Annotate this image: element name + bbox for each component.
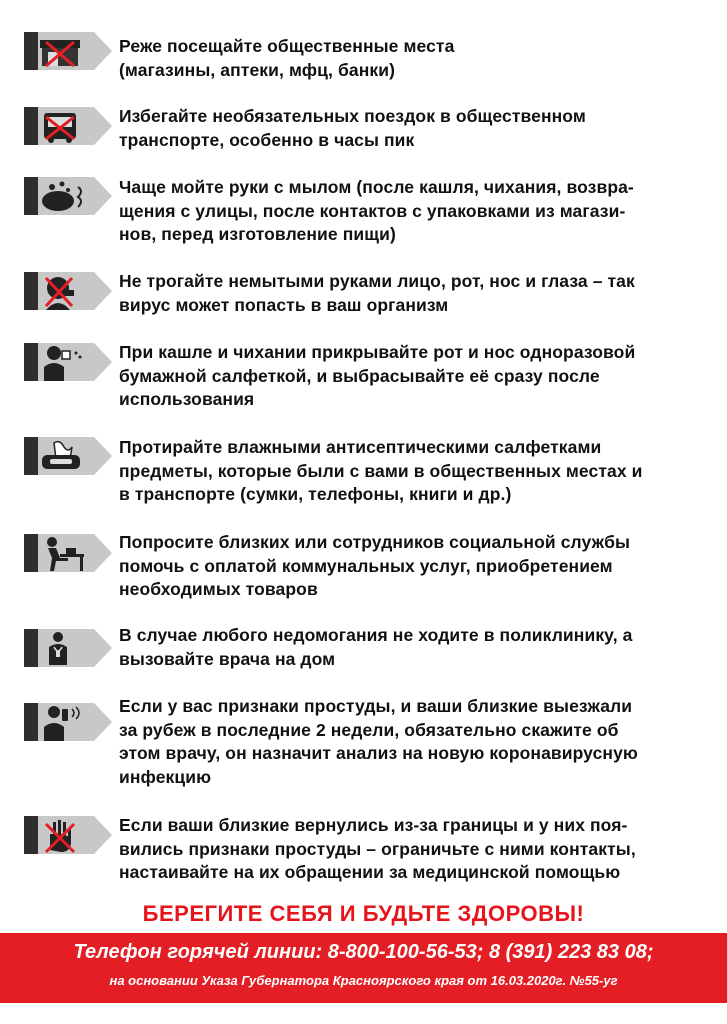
advice-line: транспорте, особенно в часы пик (119, 129, 415, 150)
advice-line: использования (119, 389, 255, 409)
store-crossed-icon (24, 32, 112, 70)
advice-line: В случае любого недомогания не ходите в поликлинику, а (119, 625, 633, 645)
advice-line: настаивайте на их обращении за медицинской помощью (119, 862, 621, 882)
advice-badge (24, 272, 112, 308)
advice-line: Избегайте необязательных поездок в общественном (119, 106, 586, 126)
advice-line: этом врачу, он назначит анализ на новую коронавирусную (119, 743, 638, 763)
person-desk-icon (24, 534, 112, 572)
slogan: БЕРЕГИТЕ СЕБЯ И БУДЬТЕ ЗДОРОВЫ! (142, 901, 585, 926)
advice-line: бумажной салфеткой, и выбрасывайте её сразу после (119, 365, 600, 386)
hotline-phone: Телефон горячей линии: 8-800-100-56-53; 8 (391) 223 83 08; (73, 941, 654, 963)
advice-line: вились признаки простуды – ограничьте с ними контакты, (119, 838, 636, 859)
advice-line: Попросите близких или сотрудников социальной службы (119, 532, 631, 552)
advice-line: Если у вас признаки простуды, и ваши близкие выезжали (119, 696, 633, 716)
advice-line: Не трогайте немытыми руками лицо, рот, нос и глаза – так (119, 271, 635, 291)
sneeze-tissue-icon (24, 343, 112, 381)
advice-badge (24, 107, 112, 143)
advice-line: Реже посещайте общественные места (119, 36, 455, 56)
advice-line: При кашле и чихании прикрывайте рот и нос одноразовой (119, 342, 636, 362)
advice-line: щения с улицы, после контактов с упаковками из магази- (119, 200, 626, 221)
doctor-icon (24, 629, 112, 667)
stop-hand-crossed-icon (24, 816, 112, 854)
advice-badge (24, 437, 112, 473)
advice-badge (24, 343, 112, 379)
advice-line: вирус может попасть в ваш организм (119, 294, 449, 315)
advice-badge (24, 534, 112, 570)
advice-line: предметы, которые были с вами в общественных местах и (119, 460, 643, 481)
advice-line: помочь с оплатой коммунальных услуг, приобретением (119, 555, 613, 576)
hotline-banner (0, 933, 727, 1003)
advice-line: инфекцию (119, 766, 212, 787)
advice-badge (24, 816, 112, 852)
advice-badge (24, 629, 112, 665)
advice-line: Если ваши близкие вернулись из-за границы и у них поя- (119, 815, 628, 835)
advice-line: Протирайте влажными антисептическими салфетками (119, 437, 602, 457)
advice-line: вызовайте врача на дом (119, 648, 336, 669)
advice-line: (магазины, аптеки, мфц, банки) (119, 59, 396, 80)
hand-washing-icon (24, 177, 112, 215)
decree-reference: на основании Указа Губернатора Красноярского края от 16.03.2020г. №55-уг (109, 973, 618, 988)
advice-badge (24, 177, 112, 213)
advice-badge (24, 703, 112, 739)
person-phone-icon (24, 703, 112, 741)
wipes-pack-icon (24, 437, 112, 475)
bus-crossed-icon (24, 107, 112, 145)
advice-line: за рубеж в последние 2 недели, обязательно скажите об (119, 719, 619, 740)
advice-line: в транспорте (сумки, телефоны, книги и др.) (119, 484, 512, 504)
advice-line: Чаще мойте руки с мылом (после кашля, чихания, возвра- (119, 177, 634, 197)
advice-line: необходимых товаров (119, 579, 318, 599)
face-touch-crossed-icon (24, 272, 112, 310)
advice-badge (24, 32, 112, 68)
advice-line: нов, перед изготовление пищи) (119, 224, 396, 244)
